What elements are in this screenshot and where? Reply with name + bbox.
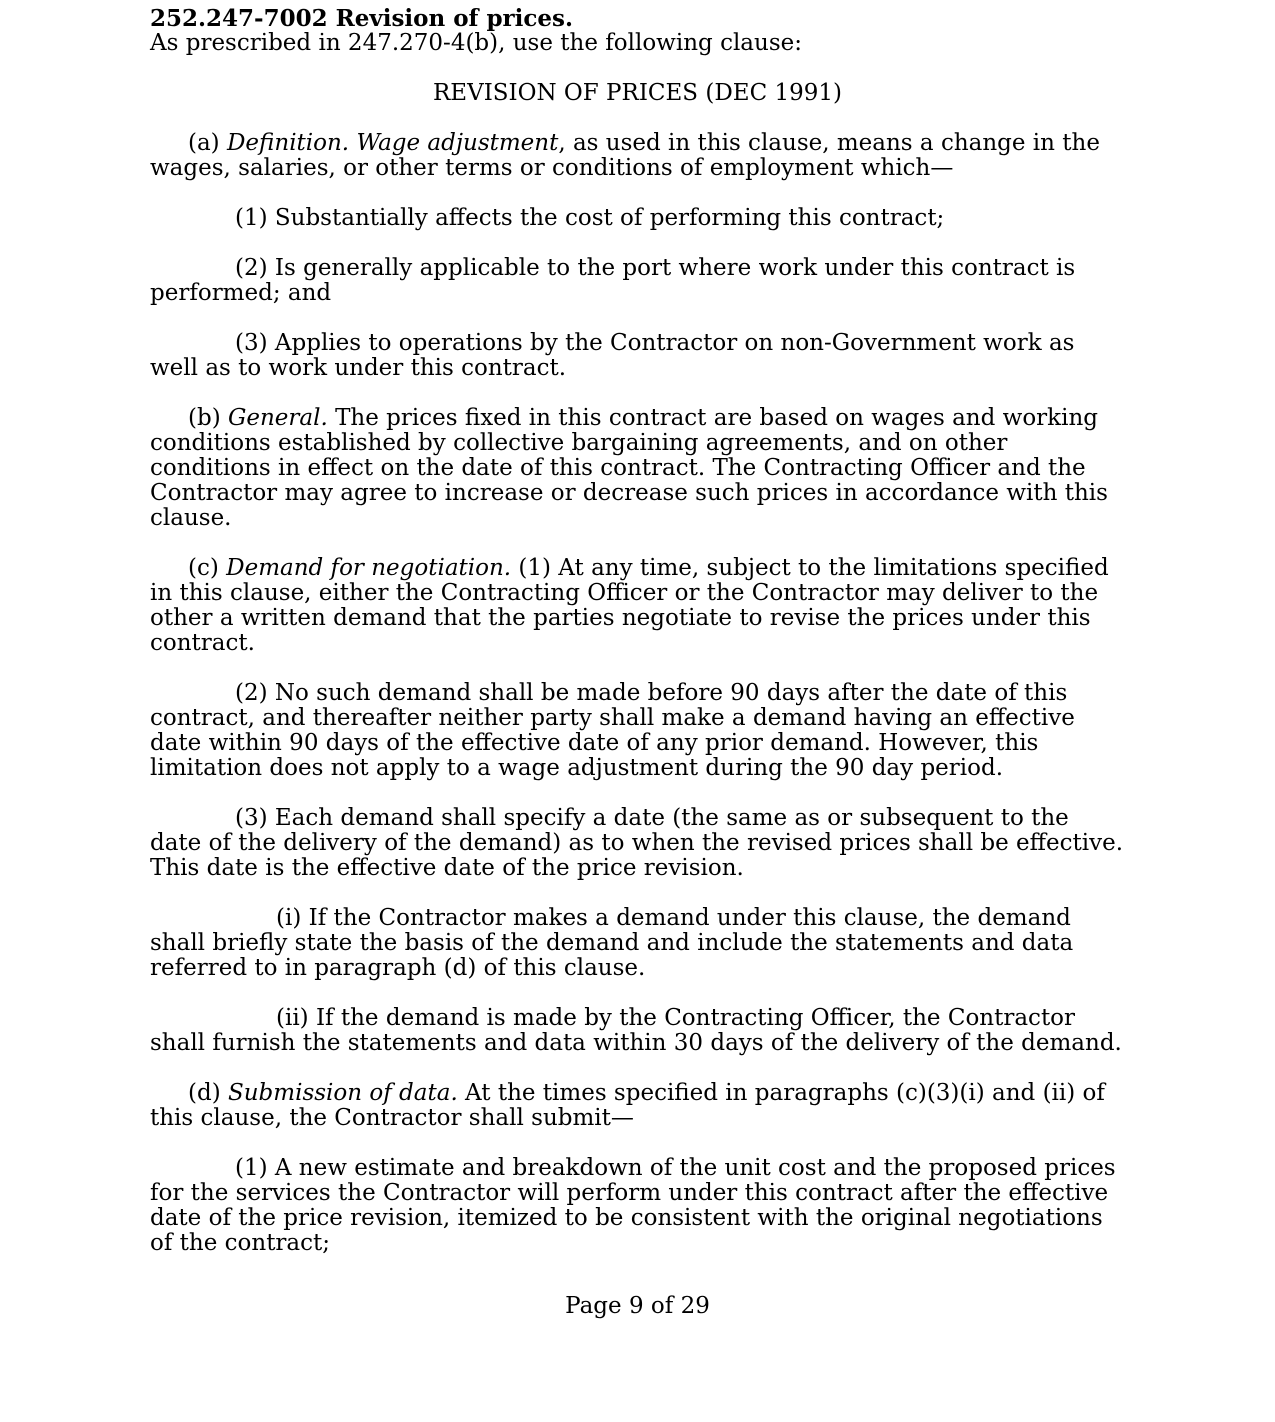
paragraph-text: At the times specified in paragraphs (c)(3)(i) and (ii) of this clause, the Contractor shall submit— bbox=[150, 1080, 1105, 1131]
paragraph-heading: Submission of data. bbox=[227, 1080, 458, 1106]
paragraph-c-2: (2) No such demand shall be made before 90 days after the date of this contract, and thereafter neither party shall make a demand having an effective date within 90 days of the effective date of any prior demand. However, this limitation does not apply to a wage adjustment during the 90 day period. bbox=[150, 680, 1075, 781]
paragraph-b bbox=[150, 406, 1125, 531]
page-number: Page 9 of 29 bbox=[565, 1293, 710, 1319]
paragraph-d-1: (1) A new estimate and breakdown of the unit cost and the proposed prices for the services the Contractor will perform under this contract after the effective date of the price revision, itemized to be consistent with the original negotiations of the contract; bbox=[150, 1155, 1116, 1256]
paragraph-label: (c) bbox=[188, 555, 219, 581]
paragraph-label: (a) bbox=[188, 130, 220, 156]
section-heading: 252.247-7002 Revision of prices. bbox=[150, 5, 573, 32]
paragraph-text: (1) At any time, subject to the limitations specified in this clause, either the Contracting Officer or the Contractor may deliver to the other a written demand that the parties negotiate to revise the prices under this contract. bbox=[150, 555, 1109, 656]
paragraph-a-2: (2) Is generally applicable to the port where work under this contract is performed; and bbox=[150, 255, 1076, 306]
paragraph-label: (d) bbox=[188, 1080, 221, 1106]
paragraph-heading: Demand for negotiation. bbox=[226, 555, 512, 581]
paragraph-a bbox=[150, 131, 1125, 181]
paragraph-a-1: (1) Substantially affects the cost of performing this contract; bbox=[235, 205, 945, 231]
paragraph-heading: Definition. bbox=[226, 130, 350, 156]
paragraph-d bbox=[150, 1081, 1125, 1131]
paragraph-text: The prices fixed in this contract are based on wages and working conditions established by collective bargaining agreements, and on other conditions in effect on the date of this contract. The Contracting Officer and the Contractor may agree to increase or decrease such prices in accordance with this clause. bbox=[150, 405, 1108, 531]
paragraph-heading: General. bbox=[227, 405, 328, 431]
paragraph-c-3: (3) Each demand shall specify a date (the same as or subsequent to the date of the delivery of the demand) as to when the revised prices shall be effective. This date is the effective date of the price revision. bbox=[150, 805, 1124, 881]
section-intro: As prescribed in 247.270-4(b), use the following clause: bbox=[150, 30, 802, 56]
clause-title: REVISION OF PRICES (DEC 1991) bbox=[432, 80, 842, 106]
paragraph-c bbox=[150, 556, 1125, 656]
paragraph-c-3-i: (i) If the Contractor makes a demand under this clause, the demand shall briefly state the basis of the demand and include the statements and data referred to in paragraph (d) of this clause. bbox=[150, 905, 1074, 981]
paragraph-a-3: (3) Applies to operations by the Contractor on non-Government work as well as to work under this contract. bbox=[150, 330, 1075, 381]
paragraph-text: , as used in this clause, means a change in the wages, salaries, or other terms or conditions of employment which— bbox=[150, 130, 1100, 181]
document-page bbox=[150, 6, 1125, 1256]
paragraph-c-3-ii: (ii) If the demand is made by the Contracting Officer, the Contractor shall furnish the statements and data within 30 days of the delivery of the demand. bbox=[150, 1005, 1122, 1056]
paragraph-label: (b) bbox=[188, 405, 221, 431]
defined-term: Wage adjustment bbox=[356, 130, 559, 156]
